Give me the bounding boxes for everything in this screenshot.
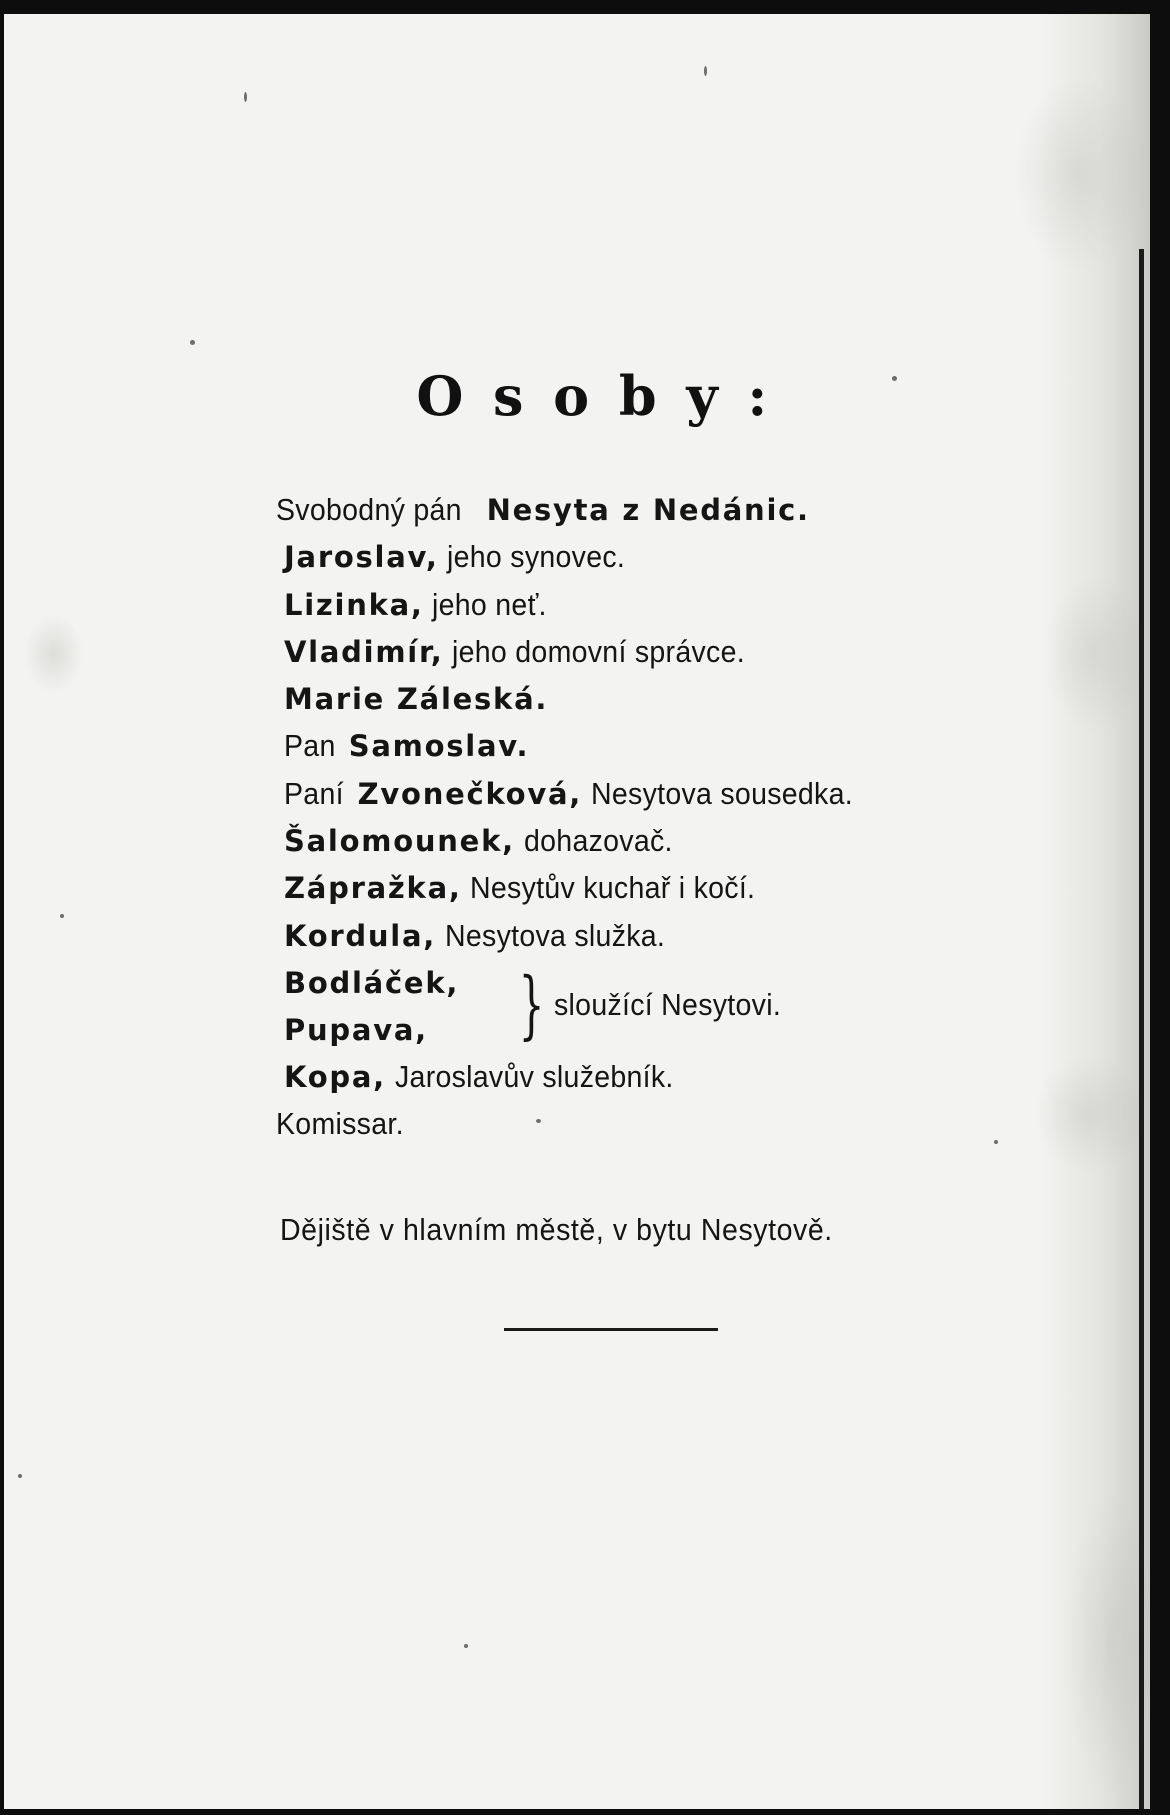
speck (244, 92, 247, 102)
cast-desc: sloužící Nesytovi. (554, 986, 782, 1022)
cast-name: Kordula, (284, 918, 437, 953)
cast-name: Vladimír, (284, 634, 444, 669)
cast-name: Jaroslav, (284, 540, 439, 575)
cast-desc: Nesytův kuchař i kočí. (470, 870, 756, 906)
cast-entry (276, 581, 1076, 628)
cast-desc: jeho synovec. (447, 539, 626, 575)
cast-name: Zvonečková, (357, 776, 583, 811)
cast-desc: Nesytova služka. (444, 917, 665, 953)
cast-entry (284, 1006, 428, 1053)
cast-desc: jeho neť. (432, 586, 548, 622)
cast-name: Zápražka, (284, 871, 462, 906)
speck (704, 66, 707, 76)
cast-entry (276, 486, 1076, 533)
cast-name: Lizinka, (284, 587, 424, 622)
cast-prefix: Komissar. (276, 1106, 404, 1142)
cast-entry (276, 817, 1076, 864)
speck (18, 1474, 22, 1478)
speck (190, 340, 195, 345)
cast-name: Bodláček, (284, 965, 460, 1000)
speck (464, 1644, 468, 1648)
cast-pair (276, 959, 1076, 1053)
cast-name: Pupava, (284, 1012, 428, 1047)
cast-entry (276, 533, 1076, 580)
cast-name: Samoslav. (348, 729, 530, 764)
scene-setting: Dějiště v hlavním městě, v bytu Nesytově. (280, 1212, 833, 1247)
cast-entry (276, 912, 1076, 959)
cast-desc: Jaroslavův služebník. (394, 1058, 674, 1094)
cast-entry (276, 864, 1076, 911)
cast-list (276, 486, 1076, 1148)
divider-rule (504, 1328, 718, 1331)
cast-prefix: Pan (284, 728, 336, 764)
cast-desc: dohazovač. (523, 823, 673, 859)
cast-desc: jeho domovní správce. (452, 633, 746, 669)
cast-prefix: Paní (284, 775, 344, 811)
book-page (4, 14, 1150, 1809)
cast-entry (276, 1100, 1076, 1147)
speck (60, 914, 64, 918)
cast-name: Nesyta z Nedánic. (486, 493, 810, 527)
curly-brace: } (518, 961, 545, 1048)
cast-entry (284, 959, 459, 1006)
cast-name: Kopa, (284, 1059, 386, 1094)
paper-stain (24, 614, 84, 694)
cast-name: Marie Záleská. (284, 682, 549, 717)
cast-entry (276, 675, 1076, 722)
cast-name: Šalomounek, (284, 824, 515, 859)
cast-entry (276, 628, 1076, 675)
cast-desc: Nesytova sousedka. (590, 775, 853, 811)
cast-entry (276, 770, 1076, 817)
cast-entry (276, 1053, 1076, 1100)
cast-entry (276, 722, 1076, 769)
cast-prefix: Svobodný pán (276, 492, 462, 527)
spine-edge (1139, 249, 1144, 1809)
page-title: Osoby: (416, 364, 798, 428)
